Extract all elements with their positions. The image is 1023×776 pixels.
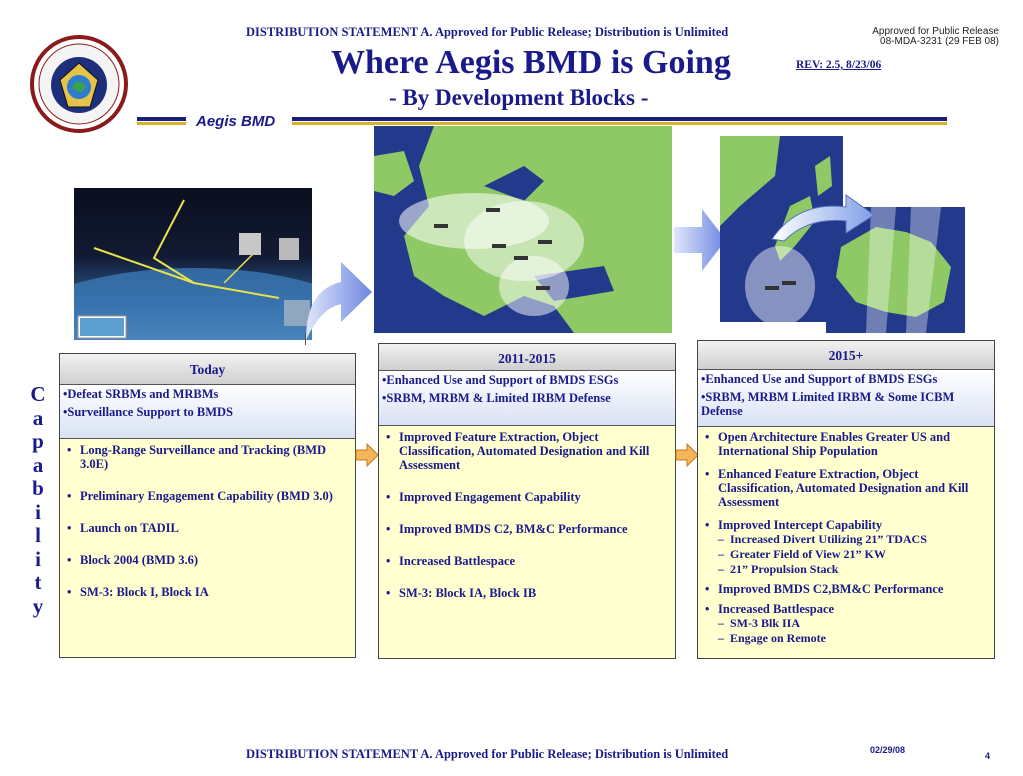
europe-map-image	[374, 126, 672, 333]
header-rule-left-navy	[137, 117, 186, 121]
capability-letter: y	[32, 593, 44, 618]
summary-line: •Enhanced Use and Support of BMDS ESGs	[701, 372, 938, 386]
column-arrow-1	[355, 443, 379, 467]
capability-subitem: – Engage on Remote	[704, 631, 988, 646]
capability-item: • Enhanced Feature Extraction, Object Classification, Automated Designation and Kill Assessment	[704, 467, 988, 509]
column-header: 2011-2015	[379, 344, 675, 371]
column-summary	[379, 371, 675, 426]
approved-release	[872, 27, 999, 47]
capability-subitem: – SM-3 Blk IIA	[704, 616, 988, 631]
capability-item: • Improved Engagement Capability	[385, 490, 669, 504]
capability-item: • SM-3: Block I, Block IA	[66, 585, 349, 599]
capability-subitem: – Increased Divert Utilizing 21” TDACS	[704, 532, 988, 547]
capability-letter: i	[35, 546, 41, 571]
capability-letter: b	[32, 476, 44, 500]
summary-line: •SRBM, MRBM Limited IRBM & Some ICBM Defense	[701, 390, 955, 418]
capability-item-group	[704, 602, 988, 646]
column-2015-plus	[697, 340, 995, 659]
capability-item-title: • Improved Intercept Capability	[718, 518, 883, 532]
column-summary	[60, 385, 355, 439]
capability-item: • SM-3: Block IA, Block IB	[385, 586, 669, 600]
capability-letter: t	[34, 570, 42, 594]
page-title: Where Aegis BMD is Going	[331, 44, 731, 81]
column-2011-2015	[378, 343, 676, 659]
capability-letter: C	[30, 382, 46, 406]
column-body	[379, 426, 675, 600]
capability-item: • Improved Feature Extraction, Object Classification, Automated Designation and Kill Assessment	[385, 430, 669, 472]
space-surveillance-image	[74, 188, 312, 340]
connector-line	[305, 333, 306, 345]
capability-item: • Open Architecture Enables Greater US and International Ship Population	[704, 430, 988, 458]
header-rule-right-navy	[292, 117, 947, 121]
capability-letter: l	[35, 523, 41, 547]
capability-item: • Long-Range Surveillance and Tracking (BMD 3.0E)	[66, 443, 349, 471]
capability-letter: a	[32, 405, 44, 430]
capability-letter: p	[32, 429, 44, 453]
capability-subitem: – 21” Propulsion Stack	[704, 562, 988, 577]
column-header: 2015+	[698, 341, 994, 370]
capability-item: • Improved BMDS C2,BM&C Performance	[704, 582, 988, 596]
capability-item-group	[704, 518, 988, 577]
page-subtitle: - By Development Blocks -	[389, 85, 649, 110]
capability-letter: a	[32, 452, 44, 477]
summary-line: •Enhanced Use and Support of BMDS ESGs	[382, 373, 619, 387]
footer-date: 02/29/08	[870, 745, 906, 755]
header-rule-left-gold	[137, 122, 186, 125]
capability-item: • Block 2004 (BMD 3.6)	[66, 553, 349, 567]
distribution-statement-top: DISTRIBUTION STATEMENT A. Approved for Public Release; Distribution is Unlimited	[246, 25, 729, 39]
column-summary	[698, 370, 994, 427]
seal-logo	[30, 35, 128, 133]
capability-item: • Increased Battlespace	[385, 554, 669, 568]
approved-line1: Approved for Public Release	[872, 26, 999, 37]
capability-item: • Preliminary Engagement Capability (BMD 3.0)	[66, 489, 349, 503]
header-rule-right-gold	[292, 122, 947, 125]
summary-line: •SRBM, MRBM & Limited IRBM Defense	[382, 391, 611, 405]
column-header: Today	[60, 354, 355, 385]
distribution-statement-bottom: DISTRIBUTION STATEMENT A. Approved for Public Release; Distribution is Unlimited	[246, 747, 729, 761]
capability-letter: i	[35, 499, 41, 524]
capability-vertical-label	[29, 383, 47, 618]
page-number: 4	[985, 751, 991, 761]
summary-line: •Defeat SRBMs and MRBMs	[63, 387, 219, 401]
column-body	[60, 439, 355, 599]
column-arrow-2	[675, 443, 699, 467]
revision-label: REV: 2.5, 8/23/06	[796, 59, 882, 71]
approved-line2: 08-MDA-3231 (29 FEB 08)	[880, 36, 999, 47]
summary-line: •Surveillance Support to BMDS	[63, 405, 234, 419]
progression-arrow-1	[296, 250, 376, 345]
capability-item-title: • Increased Battlespace	[718, 602, 835, 616]
capability-item: • Launch on TADIL	[66, 521, 349, 535]
program-label: Aegis BMD	[196, 113, 276, 130]
capability-subitem: – Greater Field of View 21” KW	[704, 547, 988, 562]
curved-arrow	[768, 193, 878, 243]
column-today	[59, 353, 356, 658]
column-body	[698, 427, 994, 646]
capability-item: • Improved BMDS C2, BM&C Performance	[385, 522, 669, 536]
